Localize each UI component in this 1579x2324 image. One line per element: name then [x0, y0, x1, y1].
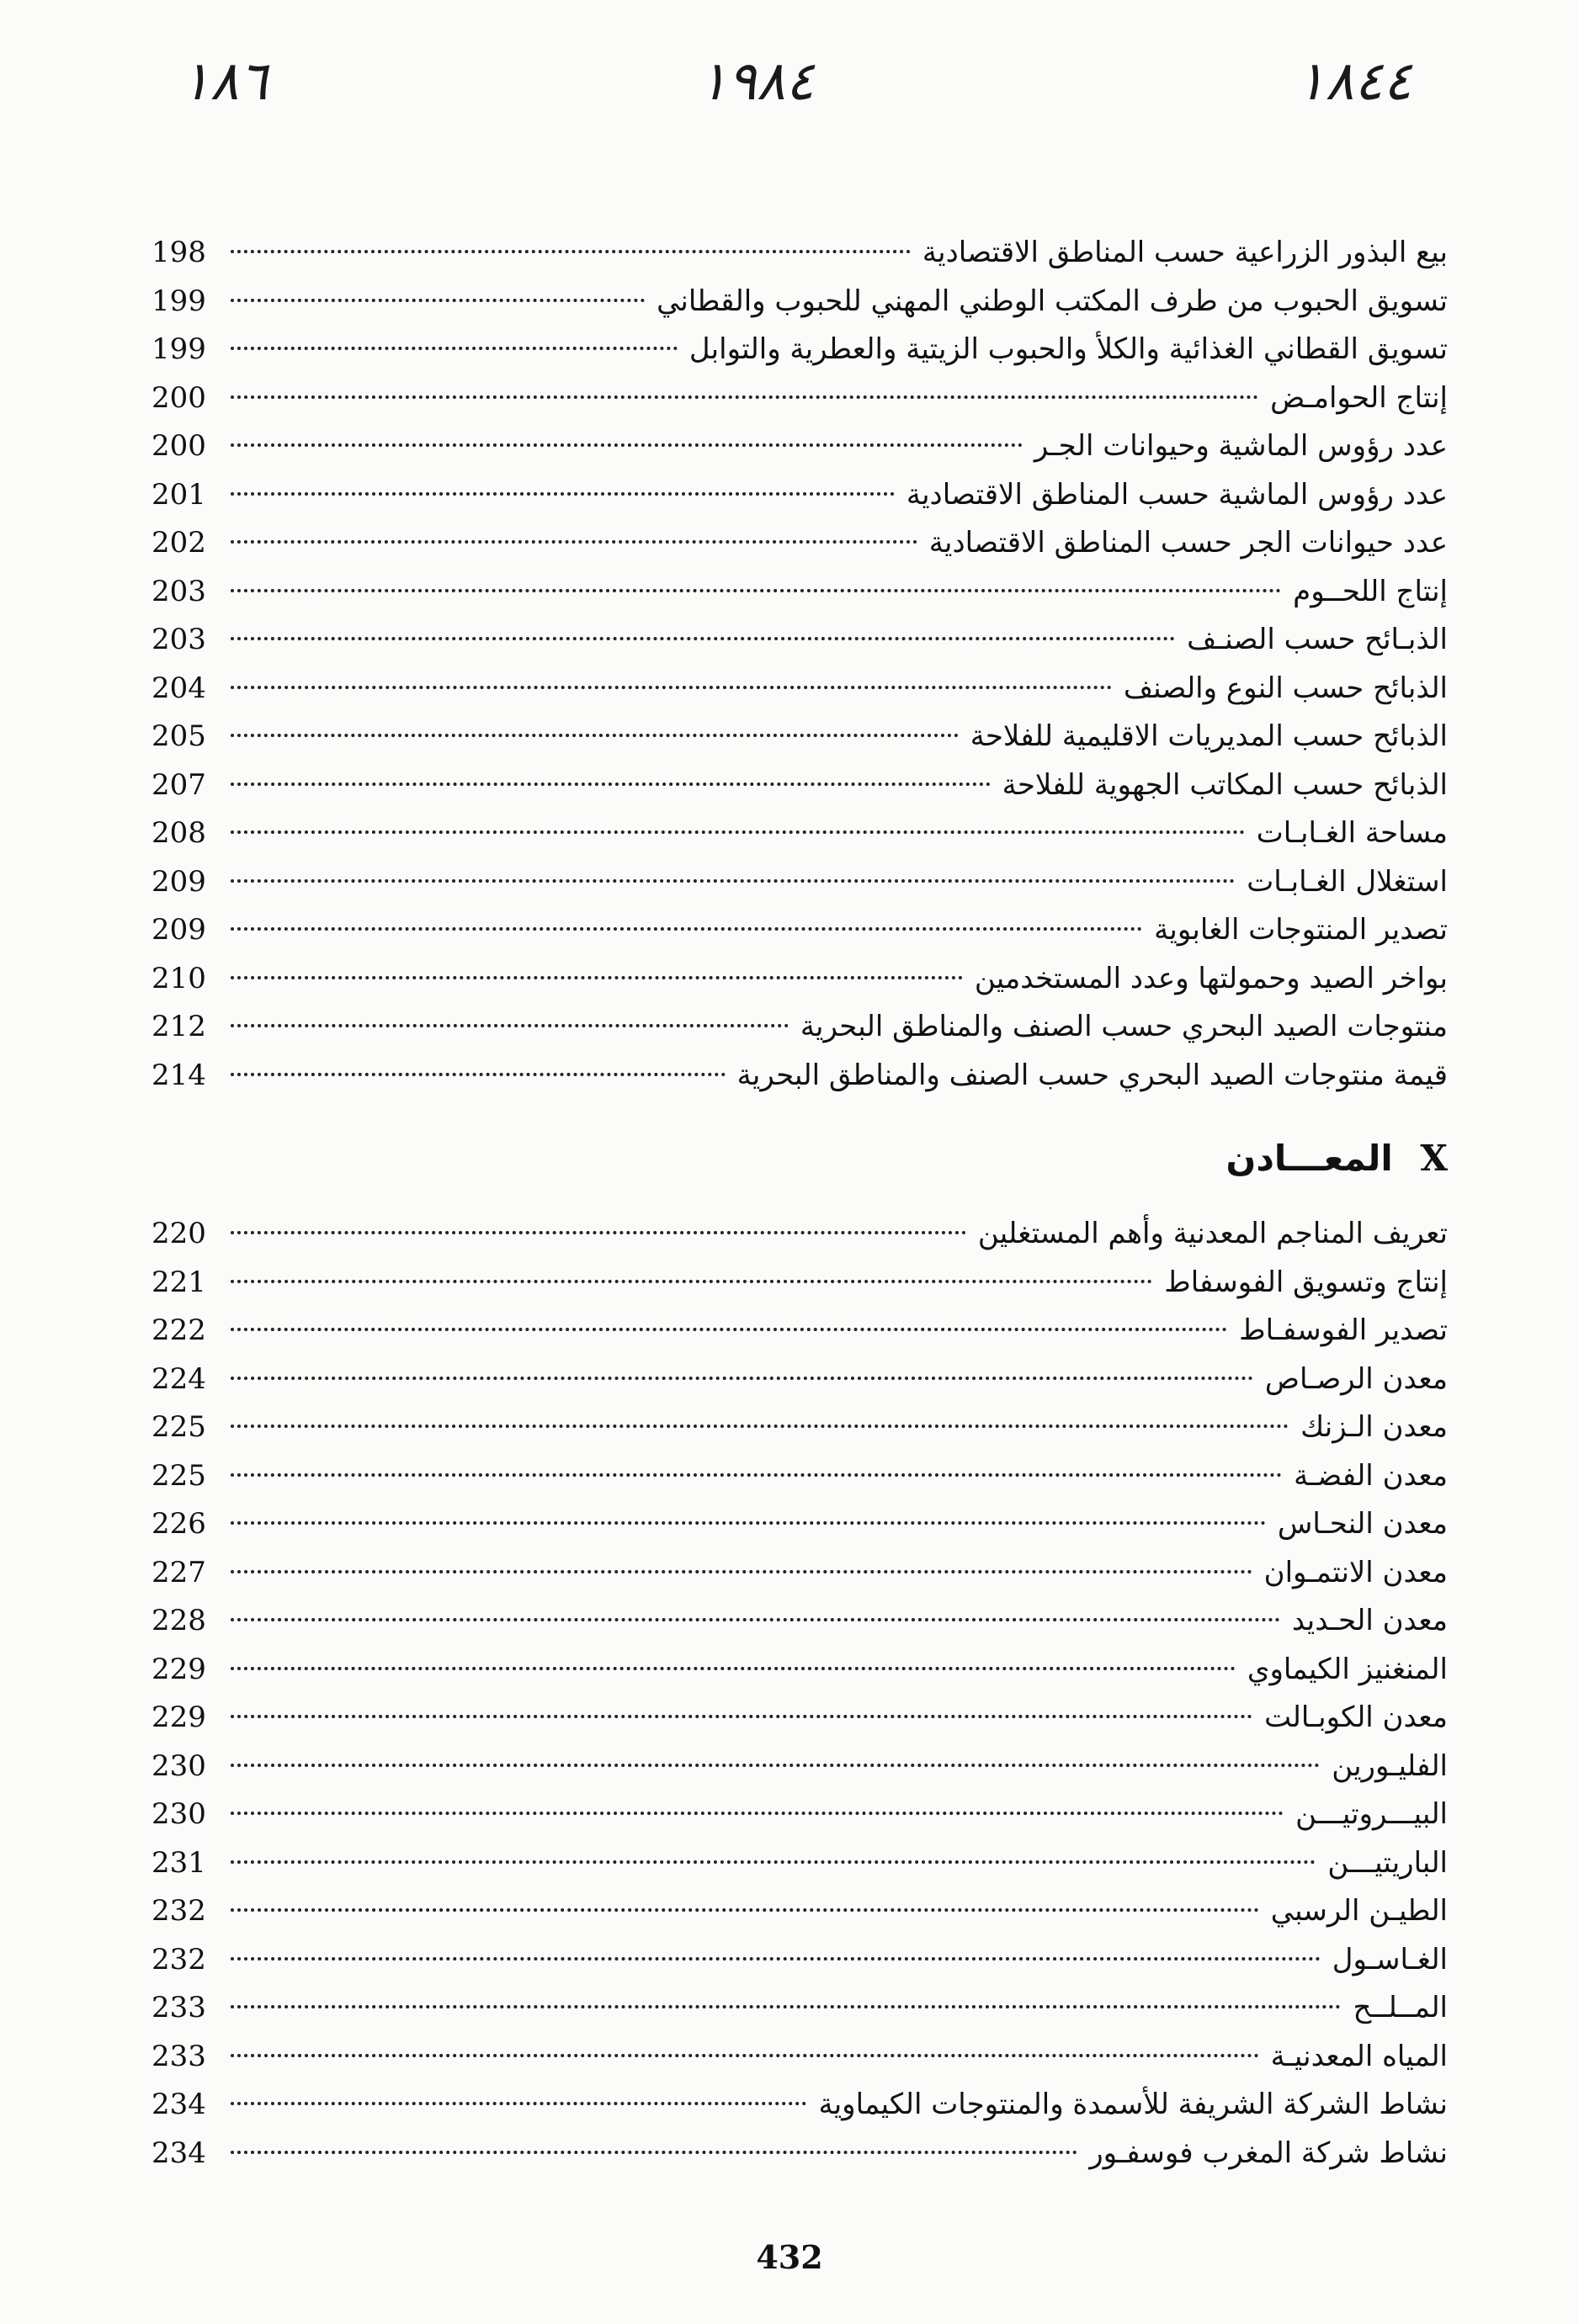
- toc-entry-title: الذبائح حسب المديريات الاقليمية للفلاحة: [970, 719, 1448, 753]
- toc-entry-page: 228: [152, 1604, 206, 1637]
- dot-leader: [231, 927, 1142, 931]
- toc-entry-page: 210: [152, 961, 206, 995]
- toc-entry: [152, 1500, 1448, 1549]
- toc-entry-title: المــلــح: [1353, 1991, 1448, 2024]
- dot-leader: [231, 1715, 1252, 1718]
- toc-entry-title: قيمة منتوجات الصيد البحري حسب الصنف والمناطق البحرية: [736, 1058, 1448, 1092]
- toc-entry-title: مساحة الغـابـات: [1256, 816, 1448, 850]
- dot-leader: [231, 879, 1235, 883]
- dot-leader: [231, 1280, 1152, 1283]
- toc-entry-page: 225: [152, 1458, 206, 1493]
- dot-leader: [231, 1377, 1253, 1380]
- toc-entry: [152, 1259, 1448, 1308]
- toc-entry-page: 200: [152, 429, 206, 463]
- toc-entry: [152, 568, 1448, 617]
- toc-entry-title: معدن النحـاس: [1277, 1507, 1448, 1541]
- toc-entry-page: 230: [152, 1797, 206, 1831]
- toc-entry-page: 229: [152, 1701, 206, 1734]
- toc-entry: [152, 2081, 1448, 2130]
- handwritten-annotation-right: ١٨٤٤: [1296, 50, 1412, 113]
- dot-leader: [231, 1957, 1321, 1961]
- section-heading: [1226, 1138, 1449, 1179]
- toc-entry-page: 234: [152, 2136, 206, 2170]
- toc-entry-page: 220: [152, 1217, 206, 1250]
- toc-entry: [152, 471, 1448, 520]
- toc-entry: [152, 2130, 1448, 2178]
- toc-entry-page: 209: [152, 864, 206, 899]
- dot-leader: [231, 734, 959, 737]
- dot-leader: [231, 443, 1023, 447]
- toc-entry-title: عدد رؤوس الماشية وحيوانات الجـر: [1034, 429, 1448, 463]
- toc-entry: [152, 1403, 1448, 1452]
- toc-entry-title: تسويق القطاني الغذائية والكلأ والحبوب الزيتية والعطرية والتوابل: [688, 332, 1448, 366]
- toc-entry-page: 204: [152, 671, 206, 705]
- toc-entry-page: 229: [152, 1652, 206, 1686]
- dot-leader: [231, 299, 645, 302]
- toc-entry-page: 200: [152, 380, 206, 415]
- dot-leader: [231, 250, 911, 253]
- dot-leader: [231, 1328, 1227, 1331]
- toc-entry: [152, 1356, 1448, 1404]
- toc-entry-title: إنتاج اللحــوم: [1293, 574, 1448, 608]
- toc-entry-page: 203: [152, 574, 206, 608]
- toc-entry: [152, 1597, 1448, 1646]
- toc-entry-page: 232: [152, 1894, 206, 1928]
- toc-entry: [152, 1984, 1448, 2033]
- toc-entry: [152, 229, 1448, 278]
- toc-entry: [152, 906, 1448, 955]
- toc-entry: [152, 809, 1448, 858]
- toc-entry: [152, 1052, 1448, 1101]
- toc-entry-title: منتوجات الصيد البحري حسب الصنف والمناطق البحرية: [800, 1010, 1448, 1043]
- dot-leader: [231, 2151, 1077, 2154]
- toc-entry-title: إنتاج الحوامـض: [1270, 380, 1448, 415]
- toc-entry: [152, 665, 1448, 714]
- toc-entry-title: تصدير المنتوجات الغابوية: [1154, 913, 1448, 947]
- toc-entry-title: الذبـائح حسب الصنـف: [1187, 623, 1448, 656]
- toc-entry: [152, 1210, 1448, 1259]
- toc-entry: [152, 422, 1448, 471]
- toc-entry-title: تسويق الحبوب من طرف المكتب الوطني المهني للحبوب والقطاني: [657, 284, 1448, 318]
- toc-entry-page: 205: [152, 719, 206, 753]
- toc-entry: [152, 519, 1448, 568]
- dot-leader: [231, 1073, 726, 1076]
- toc-entry: [152, 761, 1448, 810]
- toc-entry-page: 230: [152, 1748, 206, 1783]
- toc-entry-title: تعريف المناجم المعدنية وأهم المستغلين: [977, 1217, 1448, 1250]
- dot-leader: [231, 1812, 1284, 1815]
- section-roman-numeral: X: [1420, 1138, 1448, 1179]
- toc-entry-page: 226: [152, 1507, 206, 1541]
- toc-entry-title: الغـاسـول: [1332, 1942, 1448, 1976]
- toc-entry-title: الذبائح حسب النوع والصنف: [1123, 671, 1448, 705]
- dot-leader: [231, 540, 917, 544]
- toc-entry: [152, 858, 1448, 907]
- dot-leader: [231, 1570, 1252, 1573]
- dot-leader: [231, 1667, 1236, 1670]
- toc-entry: [152, 713, 1448, 761]
- toc-entry-page: 233: [152, 2039, 206, 2073]
- toc-entry-title: الطيـن الرسبي: [1270, 1894, 1448, 1928]
- toc-entry: [152, 326, 1448, 374]
- toc-entry-title: تصدير الفوسفـاط: [1239, 1313, 1448, 1347]
- toc-entry: [152, 1452, 1448, 1501]
- section-title: المعـــادن: [1225, 1138, 1393, 1179]
- dot-leader: [231, 347, 678, 350]
- toc-entry: [152, 616, 1448, 665]
- toc-entry-title: نشاط شركة المغرب فوسفـور: [1089, 2136, 1448, 2170]
- toc-entry-title: المنغنيز الكيماوي: [1247, 1652, 1448, 1686]
- toc-entry-title: إنتاج وتسويق الفوسفاط: [1164, 1265, 1448, 1299]
- toc-entry: [152, 1839, 1448, 1888]
- toc-entry: [152, 1694, 1448, 1743]
- toc-entry: [152, 1791, 1448, 1839]
- toc-entry-title: استغلال الغـابـات: [1247, 864, 1448, 899]
- toc-entry-title: المياه المعدنيـة: [1270, 2039, 1448, 2073]
- dot-leader: [231, 2005, 1341, 2008]
- toc-entry-page: 201: [152, 477, 206, 512]
- dot-leader: [231, 686, 1112, 689]
- toc-entry-page: 231: [152, 1845, 206, 1880]
- toc-entry: [152, 1307, 1448, 1356]
- dot-leader: [231, 1908, 1259, 1912]
- toc-entry-title: نشاط الشركة الشريفة للأسمدة والمنتوجات الكيماوية: [818, 2088, 1448, 2121]
- toc-entry-title: الباريتيـــن: [1327, 1845, 1448, 1880]
- toc-entry-page: 212: [152, 1010, 206, 1043]
- toc-entry-title: عدد رؤوس الماشية حسب المناطق الاقتصادية: [906, 477, 1448, 512]
- handwritten-annotation-left: ١٨٦: [181, 50, 268, 113]
- toc-entry-title: عدد حيوانات الجر حسب المناطق الاقتصادية: [928, 526, 1448, 560]
- dot-leader: [231, 589, 1281, 592]
- toc-entry-page: 232: [152, 1942, 206, 1976]
- toc-entry-page: 199: [152, 332, 206, 366]
- dot-leader: [231, 492, 895, 496]
- toc-entry: [152, 374, 1448, 423]
- toc-entry-title: معدن الحـديد: [1291, 1604, 1448, 1637]
- dot-leader: [231, 1473, 1282, 1477]
- toc-entry-title: معدن الـزنك: [1300, 1410, 1448, 1444]
- dot-leader: [231, 1024, 789, 1027]
- toc-entry-page: 234: [152, 2088, 206, 2121]
- dot-leader: [231, 2054, 1259, 2057]
- dot-leader: [231, 1618, 1280, 1621]
- dot-leader: [231, 1425, 1289, 1428]
- toc-entry-page: 227: [152, 1555, 206, 1589]
- toc-entry-page: 225: [152, 1410, 206, 1444]
- toc-entry: [152, 1646, 1448, 1695]
- dot-leader: [231, 637, 1175, 640]
- toc-entry-page: 199: [152, 284, 206, 318]
- toc-entry-page: 222: [152, 1313, 206, 1347]
- toc-entry-page: 203: [152, 623, 206, 656]
- toc-section-agriculture: [152, 229, 1448, 1100]
- toc-entry: [152, 278, 1448, 326]
- toc-entry-page: 207: [152, 767, 206, 802]
- page-number: 432: [756, 2238, 823, 2276]
- toc-entry: [152, 2033, 1448, 2082]
- toc-section-minerals: [152, 1210, 1448, 2178]
- toc-entry-page: 224: [152, 1361, 206, 1396]
- dot-leader: [231, 976, 963, 979]
- dot-leader: [231, 395, 1258, 399]
- toc-entry-page: 233: [152, 1991, 206, 2024]
- toc-entry-page: 214: [152, 1058, 206, 1092]
- toc-entry-title: الفليـورين: [1332, 1748, 1448, 1783]
- dot-leader: [231, 783, 991, 786]
- toc-entry-title: معدن الرصـاص: [1264, 1361, 1448, 1396]
- dot-leader: [231, 1764, 1320, 1767]
- toc-entry: [152, 1887, 1448, 1936]
- toc-entry-title: الذبائح حسب المكاتب الجهوية للفلاحة: [1002, 767, 1448, 802]
- toc-entry-title: البيـــروتيـــن: [1295, 1797, 1448, 1831]
- toc-entry: [152, 1549, 1448, 1598]
- toc-entry-title: بيع البذور الزراعية حسب المناطق الاقتصادية: [922, 236, 1448, 269]
- toc-entry-page: 221: [152, 1265, 206, 1299]
- toc-entry-title: بواخر الصيد وحمولتها وعدد المستخدمين: [974, 961, 1448, 995]
- toc-entry-page: 209: [152, 913, 206, 947]
- toc-entry: [152, 1743, 1448, 1791]
- toc-entry-title: معدن الانتمـوان: [1263, 1555, 1448, 1589]
- toc-entry: [152, 955, 1448, 1004]
- toc-entry: [152, 1003, 1448, 1052]
- toc-entry-title: معدن الفضـة: [1294, 1458, 1448, 1493]
- toc-entry-page: 208: [152, 816, 206, 850]
- toc-entry: [152, 1936, 1448, 1985]
- handwritten-annotation-center: ١٩٨٤: [699, 50, 815, 113]
- toc-entry-page: 202: [152, 526, 206, 560]
- dot-leader: [231, 1521, 1266, 1525]
- dot-leader: [231, 1231, 966, 1234]
- toc-entry-page: 198: [152, 236, 206, 269]
- dot-leader: [231, 2102, 806, 2105]
- toc-entry-title: معدن الكوبـالت: [1264, 1701, 1448, 1734]
- dot-leader: [231, 830, 1245, 834]
- dot-leader: [231, 1860, 1316, 1864]
